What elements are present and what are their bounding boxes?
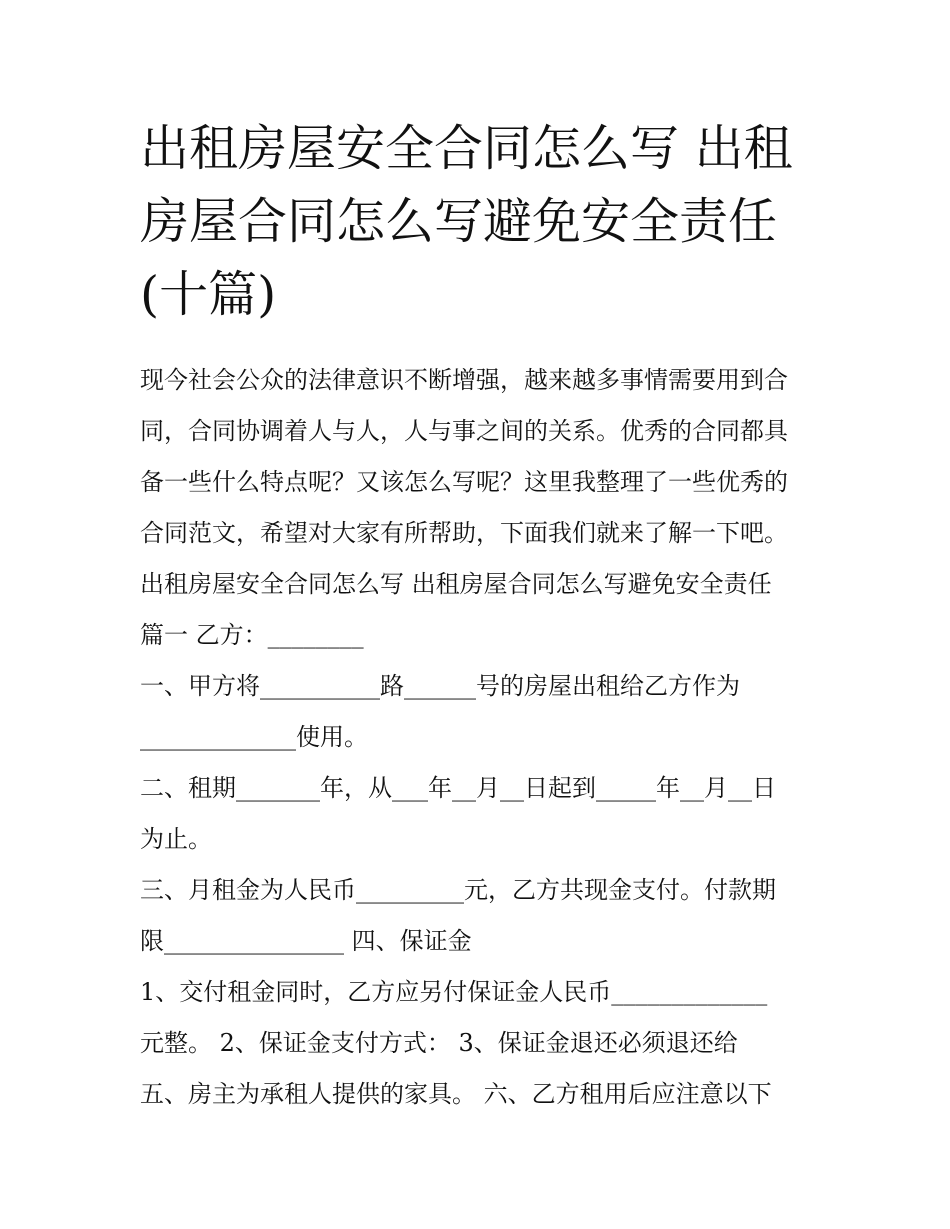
body-line: 五、房主为承租人提供的家具。 六、乙方租用后应注意以下 [140, 1080, 772, 1108]
body-line: _____________使用。 [140, 723, 368, 751]
body-line: 备一些什么特点呢？又该怎么写呢？这里我整理了一些优秀的 [140, 468, 788, 496]
body-line: 三、月租金为人民币_________元，乙方共现金支付。付款期 [140, 876, 776, 904]
title-line: 出租房屋安全合同怎么写 出租 [140, 120, 793, 177]
body-line: 限_______________ 四、保证金 [140, 927, 472, 955]
title-line: 房屋合同怎么写避免安全责任 [140, 193, 778, 250]
body-line: 同，合同协调着人与人，人与事之间的关系。优秀的合同都具 [140, 417, 788, 445]
document-title [140, 112, 830, 331]
body-line: 1、交付租金同时，乙方应另付保证金人民币_____________ [140, 978, 768, 1006]
body-line: 二、租期_______年，从___年__月__日起到_____年__月__日 [140, 774, 776, 802]
title-line: (十篇) [140, 266, 277, 323]
body-line: 一、甲方将__________路______号的房屋出租给乙方作为 [140, 672, 740, 700]
body-line: 为止。 [140, 825, 212, 853]
document-body [140, 355, 840, 1120]
body-line: 元整。 2、保证金支付方式： 3、保证金退还必须退还给 [140, 1029, 738, 1057]
body-line: 出租房屋安全合同怎么写 出租房屋合同怎么写避免安全责任 [140, 570, 772, 598]
body-line: 篇一 乙方：________ [140, 621, 364, 649]
body-line: 合同范文，希望对大家有所帮助，下面我们就来了解一下吧。 [140, 519, 788, 547]
body-line: 现今社会公众的法律意识不断增强，越来越多事情需要用到合 [140, 366, 788, 394]
